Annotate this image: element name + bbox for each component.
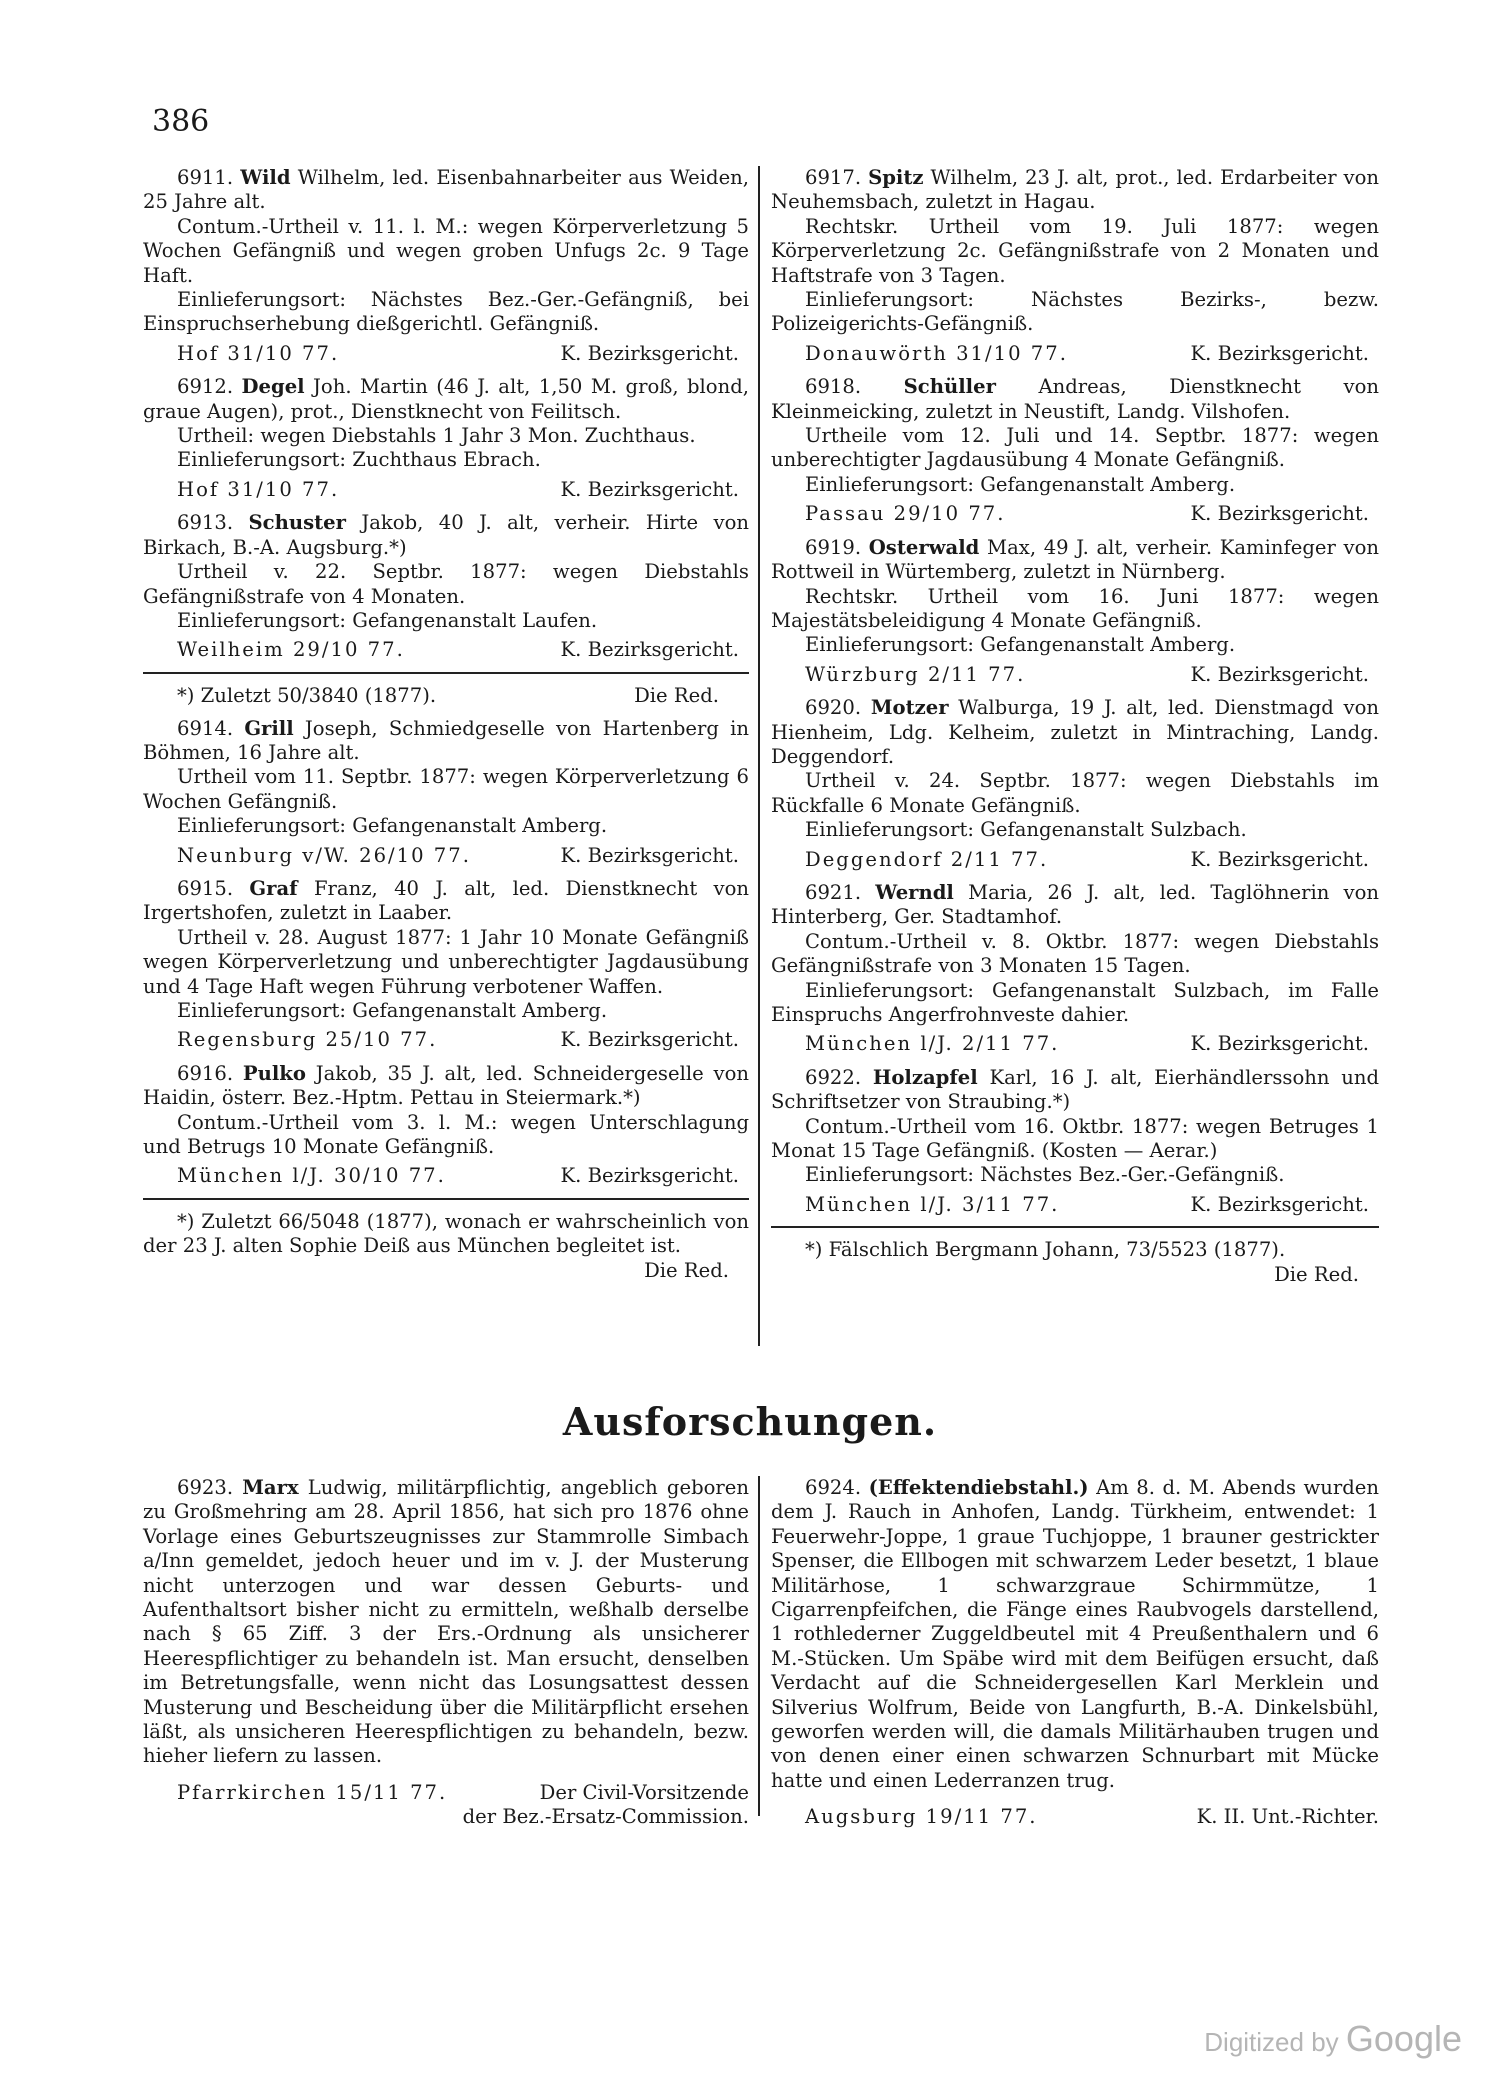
entry-text: Walburga, 19 J. alt, led. Dienstmagd von Hienheim, Ldg. Kelheim, zuletzt in Mintraching, Landg. Deggendorf. — [771, 696, 1379, 768]
entry-number: 6923. — [177, 1476, 234, 1499]
issuing-authority: K. Bezirksgericht. — [560, 843, 739, 867]
court-place-date: Donauwörth 31/10 77. — [805, 341, 1068, 365]
page-number: 386 — [152, 104, 210, 139]
entry-text: Jakob, 40 J. alt, verheir. Hirte von Birkach, B.-A. Augsburg.*) — [143, 511, 749, 559]
register-entry — [771, 536, 1379, 687]
court-place-date: Regensburg 25/10 77. — [177, 1028, 438, 1052]
entry-text: Ludwig, militärpflichtig, angeblich geboren zu Großmehring am 28. April 1856, hat sich pro 1876 ohne Vorlage eines Geburtszeugnisses zur Stammrolle Simbach a/Inn gemeldet, jedoch heuer und im v. J. der Musterung nicht unterzogen und war dessen Geburts- und Aufenthaltsort bisher nicht zu ermitteln, weßhalb derselbe nach § 65 Ziff. 3 der Ers.-Ordnung als unsicherer Heerespflichtiger zu behandeln ist. Man ersucht, denselben im Betretungsfalle, wenn nicht das Losungsattest dessen Musterung und Bescheidung über die Militärpflicht ersehen läßt, als unsicheren Heerespflichtigen zu behandeln, bezw. hieher liefern zu lassen. — [143, 1476, 749, 1768]
entry-line: Einlieferungsort: Nächstes Bez.-Ger.-Gefängniß. — [805, 1163, 1285, 1187]
issuing-authority: K. Bezirksgericht. — [560, 1028, 739, 1052]
entry-number: 6911. — [177, 166, 234, 189]
entry-line: Urtheil v. 24. Septbr. 1877: wegen Diebstahls im Rückfalle 6 Monate Gefängniß. — [771, 769, 1379, 817]
entry-name: Pulko — [242, 1061, 306, 1085]
entry-name: Osterwald — [868, 535, 980, 559]
entry-line: Urtheile vom 12. Juli und 14. Septbr. 1877: wegen unberechtigter Jagdausübung 4 Monate Gefängniß. — [771, 424, 1379, 472]
entry-line: Contum.-Urtheil vom 3. l. M.: wegen Unterschlagung und Betrugs 10 Monate Gefängniß. — [143, 1110, 749, 1159]
register-entry — [143, 166, 749, 366]
entry-line: Urtheil v. 22. Septbr. 1877: wegen Diebstahls Gefängnißstrafe von 4 Monaten. — [143, 560, 749, 608]
register-entry — [771, 166, 1379, 366]
court-place-date: München l/J. 2/11 77. — [805, 1032, 1060, 1056]
entry-line: Einlieferungsort: Gefangenanstalt Amberg. — [177, 814, 608, 838]
left-column — [143, 166, 749, 1283]
section-heading: Ausforschungen. — [562, 1399, 938, 1444]
issuing-authority: K. Bezirksgericht. — [560, 477, 739, 501]
issuing-authority: K. Bezirksgericht. — [560, 1164, 739, 1188]
search-notice-right — [771, 1476, 1379, 1830]
court-place-date: Pfarrkirchen 15/11 77. — [177, 1780, 448, 1804]
footnote: *) Zuletzt 50/3840 (1877). — [177, 683, 437, 707]
entry-number: 6919. — [805, 535, 862, 559]
digitized-by-watermark: Digitized by Google — [1204, 2018, 1462, 2059]
entry-line: Einlieferungsort: Gefangenanstalt Amberg. — [805, 633, 1236, 657]
entry-name: Marx — [242, 1476, 299, 1499]
entry-line: Einlieferungsort: Gefangenanstalt Amberg. — [177, 999, 608, 1022]
entry-text: Max, 49 J. alt, verheir. Kaminfeger von Rottweil in Würtemberg, zuletzt in Nürnberg. — [771, 535, 1379, 584]
entry-line: Einlieferungsort: Nächstes Bez.-Ger.-Gefängniß, bei Einspruchserhebung dießgerichtl. Gefängniß. — [143, 288, 749, 336]
search-notice-left — [143, 1476, 749, 1830]
court-place-date: Hof 31/10 77. — [177, 341, 340, 365]
issuing-authority: K. Bezirksgericht. — [560, 341, 739, 365]
court-place-date: Deggendorf 2/11 77. — [805, 847, 1049, 871]
court-place-date: Weilheim 29/10 77. — [177, 638, 405, 662]
entry-number: 6913. — [177, 511, 234, 535]
entry-line: Urtheil vom 11. Septbr. 1877: wegen Körperverletzung 6 Wochen Gefängniß. — [143, 765, 749, 813]
issuing-authority: K. Bezirksgericht. — [1190, 341, 1369, 365]
footnote: *) Fälschlich Bergmann Johann, 73/5523 (1877). Die Red. — [805, 1238, 1359, 1286]
entry-line: Contum.-Urtheil vom 16. Oktbr. 1877: wegen Betruges 1 Monat 15 Tage Gefängniß. (Kosten — Aerar.) — [771, 1114, 1379, 1163]
entry-name: Schüller — [903, 375, 996, 399]
court-place-date: München l/J. 30/10 77. — [177, 1164, 446, 1188]
entry-line: Einlieferungsort: Zuchthaus Ebrach. — [177, 448, 541, 472]
entry-text: Wilhelm, led. Eisenbahnarbeiter aus Weiden, 25 Jahre alt. — [143, 166, 750, 214]
entry-number: 6922. — [805, 1065, 862, 1089]
entry-line: Einlieferungsort: Gefangenanstalt Sulzbach. — [805, 818, 1247, 842]
entry-number: 6920. — [805, 696, 862, 720]
entry-number: 6921. — [805, 880, 862, 904]
register-entry — [771, 881, 1379, 1057]
issuing-authority: K. Bezirksgericht. — [1190, 1032, 1369, 1056]
entry-name: Graf — [249, 876, 298, 900]
footnote-rule — [771, 1226, 1379, 1228]
entry-number: 6918. — [805, 375, 862, 399]
entry-text: Am 8. d. M. Abends wurden dem J. Rauch in Anhofen, Landg. Türkheim, entwendet: 1 Feuerwehr-Joppe, 1 graue Tuchjoppe, 1 brauner gestrickter Spenser, die Ellbogen mit schwarzem Leder besetzt, 1 blaue Militärhose, 1 schwarzgraue Schirmmütze, 1 Cigarrenpfeifchen, die Fänge eines Raubvogels darstellend, 1 rothlederner Zuggeldbeutel mit 4 Preußenthalern und 6 M.-Stücken. Um Späbe wird mit dem Beifügen ersucht, daß Verdacht auf die Schneidergesellen Karl Merklein und Silverius Wolfrum, Beide von Langfurth, B.-A. Dinkelsbühl, geworfen werden will, die damals Militärhauben trugen und von denen einer einen schwarzen Schnurbart mit Mücke hatte und einen Lederranzen trug. — [771, 1476, 1380, 1792]
register-entry — [771, 696, 1379, 872]
entry-number: 6912. — [177, 375, 234, 399]
entry-line: Contum.-Urtheil v. 11. l. M.: wegen Körperverletzung 5 Wochen Gefängniß und wegen groben Unfugs 2c. 9 Tage Haft. — [143, 214, 749, 287]
register-entry — [771, 375, 1379, 526]
entry-line: Einlieferungsort: Gefangenanstalt Laufen. — [177, 608, 598, 632]
entry-text: Joh. Martin (46 J. alt, 1,50 M. groß, blond, graue Augen), prot., Dienstknecht von Feilitsch. — [143, 375, 749, 423]
register-entry — [143, 1062, 749, 1189]
entry-text: Wilhelm, 23 J. alt, prot., led. Erdarbeiter von Neuhemsbach, zuletzt in Hagau. — [771, 166, 1380, 214]
entry-name: Schuster — [248, 511, 346, 535]
entry-line: Rechtskr. Urtheil vom 16. Juni 1877: wegen Majestätsbeleidigung 4 Monate Gefängniß. — [771, 584, 1379, 632]
entry-line: Einlieferungsort: Nächstes Bezirks-, bezw. Polizeigerichts-Gefängniß. — [771, 288, 1379, 336]
issuing-authority: K. Bezirksgericht. — [560, 638, 739, 662]
column-divider-lower — [758, 1476, 760, 1816]
entry-number: 6914. — [177, 716, 234, 740]
register-entry — [143, 511, 749, 662]
entry-name: Werndl — [875, 880, 954, 904]
entry-name: Motzer — [870, 696, 949, 720]
footnote: *) Zuletzt 66/5048 (1877), wonach er wahrscheinlich von der 23 J. alten Sophie Deiß aus München begleitet ist. Die Red. — [143, 1209, 749, 1282]
entry-text: Karl, 16 J. alt, Eierhändlerssohn und Schriftsetzer von Straubing.*) — [771, 1065, 1379, 1114]
issuing-authority: K. Bezirksgericht. — [1190, 1192, 1369, 1216]
issuing-authority: K. Bezirksgericht. — [1190, 847, 1369, 871]
issuing-authority: Der Civil-Vorsitzende der Bez.-Ersatz-Commission. — [462, 1780, 749, 1829]
footnote-rule — [143, 1198, 749, 1200]
entry-number: 6915. — [177, 876, 234, 900]
right-column — [771, 166, 1379, 1287]
entry-text: Franz, 40 J. alt, led. Dienstknecht von Irgertshofen, zuletzt in Laaber. — [143, 876, 749, 925]
register-entry — [143, 877, 749, 1053]
entry-text: Andreas, Dienstknecht von Kleinmeicking, zuletzt in Neustift, Landg. Vilshofen. — [771, 375, 1379, 423]
court-place-date: Hof 31/10 77. — [177, 477, 340, 501]
entry-line: Einlieferungsort: Gefangenanstalt Amberg. — [805, 472, 1236, 496]
entry-name: Grill — [244, 716, 294, 740]
entry-name: Wild — [240, 166, 291, 189]
footnote-rule — [143, 672, 749, 674]
issuing-authority: K. II. Unt.-Richter. — [1196, 1805, 1379, 1829]
register-entry — [143, 717, 749, 868]
entry-line: Urtheil: wegen Diebstahls 1 Jahr 3 Mon. Zuchthaus. — [177, 424, 696, 448]
issuing-authority: K. Bezirksgericht. — [1190, 502, 1369, 526]
court-place-date: Augsburg 19/11 77. — [805, 1805, 1038, 1829]
entry-number: 6916. — [177, 1061, 234, 1085]
footnote-signature: Die Red. — [634, 684, 719, 708]
entry-name: (Effektendiebstahl.) — [868, 1476, 1089, 1499]
entry-line: Contum.-Urtheil v. 8. Oktbr. 1877: wegen Diebstahls Gefängnißstrafe von 3 Monaten 15 Tagen. — [771, 929, 1379, 978]
entry-text: Joseph, Schmiedgeselle von Hartenberg in Böhmen, 16 Jahre alt. — [143, 716, 750, 764]
entry-name: Holzapfel — [872, 1065, 978, 1089]
entry-text: Maria, 26 J. alt, led. Taglöhnerin von Hinterberg, Ger. Stadtamhof. — [771, 880, 1379, 929]
register-entry — [143, 375, 749, 502]
court-place-date: Würzburg 2/11 77. — [805, 662, 1026, 686]
entry-line: Einlieferungsort: Gefangenanstalt Sulzbach, im Falle Einspruchs Angerfrohnveste dahier. — [771, 978, 1379, 1026]
entry-number: 6924. — [805, 1476, 862, 1499]
issuing-authority: K. Bezirksgericht. — [1190, 662, 1369, 686]
register-entry — [771, 1066, 1379, 1217]
court-place-date: München l/J. 3/11 77. — [805, 1192, 1060, 1216]
entry-line: Rechtskr. Urtheil vom 19. Juli 1877: wegen Körperverletzung 2c. Gefängnißstrafe von 2 Monaten und Haftstrafe von 3 Tagen. — [771, 214, 1379, 287]
entry-name: Spitz — [868, 166, 924, 189]
entry-text: Jakob, 35 J. alt, led. Schneidergeselle von Haidin, österr. Bez.-Hptm. Pettau in Steiermark.*) — [143, 1061, 749, 1110]
entry-name: Degel — [241, 375, 305, 399]
column-divider — [758, 166, 760, 1346]
court-place-date: Neunburg v/W. 26/10 77. — [177, 843, 471, 867]
court-place-date: Passau 29/10 77. — [805, 502, 1006, 526]
entry-number: 6917. — [805, 166, 862, 189]
entry-line: Urtheil v. 28. August 1877: 1 Jahr 10 Monate Gefängniß wegen Körperverletzung und unberechtigter Jagdausübung und 4 Tage Haft wegen Führung verbotener Waffen. — [143, 925, 749, 998]
